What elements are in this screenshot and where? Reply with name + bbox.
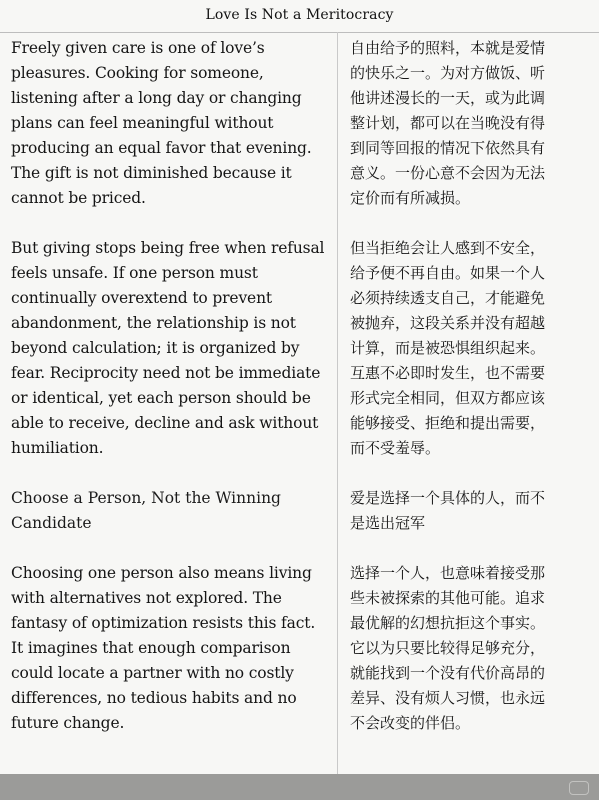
page-title: Love Is Not a Meritocracy	[205, 7, 394, 23]
paragraph-spacer	[11, 461, 329, 486]
column-divider	[337, 32, 338, 774]
english-paragraph-1: Freely given care is one of love’s pleasures. Cooking for someone, listening after a long day or changing plans can feel meaningful without producing an equal favor that evening. The gift is not diminished because it cannot be priced.	[11, 39, 312, 207]
paragraph-spacer	[350, 536, 593, 561]
bottom-bar	[0, 774, 599, 800]
chinese-paragraph-3: 选择一个人，也意味着接受那 些未被探索的其他可能。追求 最优解的幻想抗拒这个事实。 它以为只要比较得足够充分， 就能找到一个没有代价高昂的 差异、没有烦人习惯，也永远 不会改变的伴侣。	[350, 564, 546, 732]
chinese-paragraph-2: 但当拒绝会让人感到不安全， 给予便不再自由。如果一个人 必须持续透支自己，才能避免 被抛弃，这段关系并没有超越 计算，而是被恐惧组织起来。 互惠不必即时发生，也不需要 形式完全相同，但双方都应该 能够接受、拒绝和提出需要， 而不受羞辱。	[350, 239, 546, 457]
page-header	[0, 0, 599, 33]
english-column	[11, 36, 329, 736]
paragraph-spacer	[11, 211, 329, 236]
english-paragraph-3: Choosing one person also means living with alternatives not explored. The fantasy of optimization resists this fact. It imagines that enough comparison could locate a partner with no costly differences, no tedious habits and no future change.	[11, 564, 316, 732]
paragraph-spacer	[11, 536, 329, 561]
paragraph-spacer	[350, 461, 593, 486]
watermark-badge-icon	[569, 781, 589, 795]
chinese-paragraph-1: 自由给予的照料，本就是爱情 的快乐之一。为对方做饭、听 他讲述漫长的一天，或为此调 整计划，都可以在当晚没有得 到同等回报的情况下依然具有 意义。一份心意不会因为无法 定价而有所减损。	[350, 39, 546, 207]
paragraph-spacer	[350, 211, 593, 236]
chinese-section-heading: 爱是选择一个具体的人，而不 是选出冠军	[350, 489, 546, 532]
english-paragraph-2: But giving stops being free when refusal feels unsafe. If one person must continually overextend to prevent abandonment, the relationship is not beyond calculation; it is organized by fear. Reciprocity need not be immediate or identical, yet each person should be able to receive, decline and ask without humiliation.	[11, 239, 325, 457]
chinese-column	[350, 36, 593, 736]
english-section-heading: Choose a Person, Not the Winning Candidate	[11, 489, 281, 532]
